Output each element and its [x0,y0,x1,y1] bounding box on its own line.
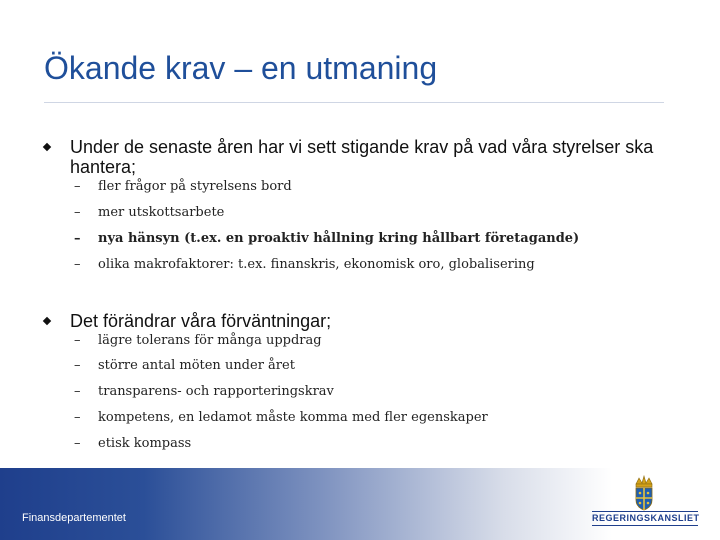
sub-item: – olika makrofaktorer: t.ex. finanskris, ekonomisk oro, globalisering [74,257,535,272]
logo-text: REGERINGSKANSLIET [592,513,700,523]
sub-item: – större antal möten under året [74,358,295,373]
sub-item: – fler frågor på styrelsens bord [74,179,292,194]
bullet-2-text: Det förändrar våra förväntningar; [70,311,332,331]
sub-item: – transparens- och rapporteringskrav [74,384,334,399]
bullet-icon [43,143,51,151]
slide-title: Ökande krav – en utmaning [44,50,438,86]
sub-item-emphasis: – nya hänsyn (t.ex. en proaktiv hållning kring hållbart företagande) [74,231,580,246]
bullet-1 [44,137,684,181]
title-rule [44,102,664,103]
footer-department: Finansdepartementet [22,512,126,524]
sub-item: – mer utskottsarbete [74,205,225,220]
sub-item: – kompetens, en ledamot måste komma med fler egenskaper [74,410,488,425]
sub-item: – lägre tolerans för många uppdrag [74,333,322,348]
bullet-icon [43,317,51,325]
sub-item: – etisk kompass [74,436,192,451]
logo-rule-bottom [592,525,698,526]
bullet-2 [44,311,684,333]
bullet-1-text: Under de senaste åren har vi sett stigande krav på vad våra styrelser ska hantera; [70,137,654,177]
logo-rule-top [592,511,698,512]
